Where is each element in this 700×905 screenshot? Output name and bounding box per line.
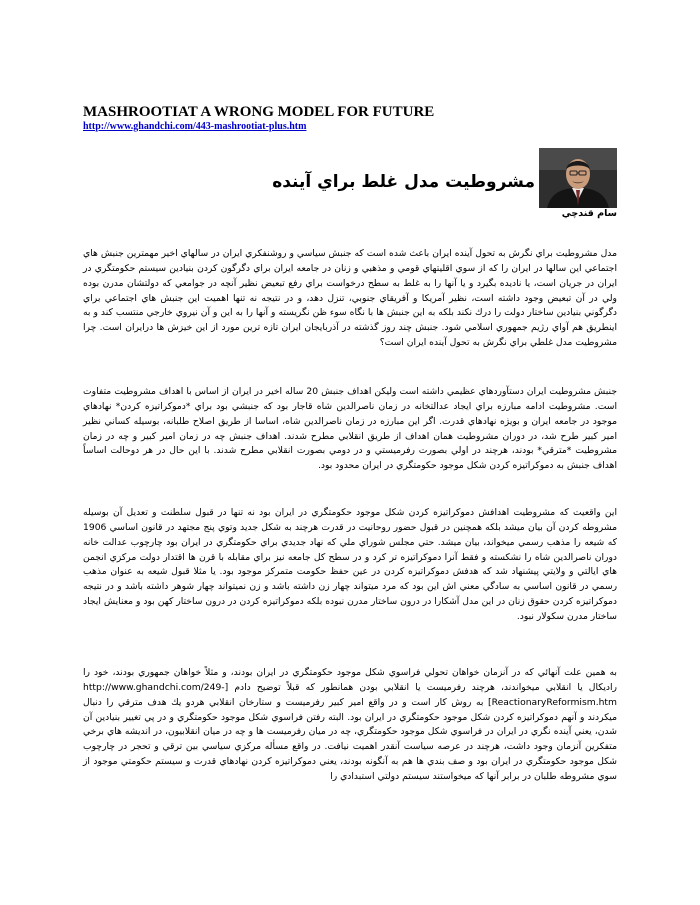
author-portrait-image (539, 148, 617, 208)
paragraph-3: اين واقعيت كه مشروطيت اهدافش دموكراتيزه كردن شكل موجود حكومتگري در ايران بود نه تنها در قبول سلطنت و تعديل آن بوسيله مشروطه كردن آن بيان ميشد بلكه همچنين در قبول حضور روحانيت در قدرت هرچند به شكل جديد وتوي پنج مجتهد در قانون اساسي 1906 كه شيعه را مذهب رسمي ميخواند، بيان ميشد. حتي مجلس شوراي ملي كه نهاد جديدي براي حكومتگري در ايران بود چارچوب عدالت خانه دوران ناصرالدين شاه را نشكسته و فقط آنرا دموكراتيزه تر كرد و در سطح كل جامعه نيز براي مقابله با قرن ها اقتدار دولت مركزي انجمن هاي ايالتي و ولايتي پيشنهاد شد كه هدفش دموكراتيزه كردن در عين حفظ حكومت متمركز موجود بود. يا مثلا قبول شيعه به عنوان مذهب رسمي در قانون اساسي به سادگي معني اش اين بود كه مرد ميتواند چهار زن داشته باشد و زن نميتواند چهار شوهر داشته باشد و در نتيجه دموكراتيزه كردن حقوق زنان در اين مدل آشكارا در درون ساختار مدرن نبوده بلكه دموكراتيزه كردن در درون ساختار كهن بود و معنايش ايجاد ساختار مدرن سكولار نبود. (83, 507, 617, 622)
persian-title: مشروطيت مدل غلط براي آينده (272, 172, 535, 192)
author-name: سام قندچي (561, 208, 617, 219)
author-photo (539, 148, 617, 208)
paragraph-2: جنبش مشروطيت ايران دستآوردهاي عظيمي داشته است وليكن اهداف جنبش 20 ساله اخير در ايران از اساس با اهداف مشروطيت متفاوت است. مشروطيت ادامه مبارزه براي ايجاد عدالتخانه در زمان ناصرالدين شاه قاجار بود كه جنبشي بود براي *دموكراتيزه كردن* نهادهاي موجود در جامعه ايران و بويژه نهادهاي قدرت. اگر اين مبارزه در زمان ناصرالدين شاه، اساسا از طريق اصلاح طلبانه، بوسيله كساني نظير امير كبير طرح شد، در دوران مشروطيت همان اهداف از طريق انقلابي مطرح شدند. اهداف جنبش چه در زمان امير كبير و چه در زمان مشروطيت *مترقي* بودند، هرچند در اولي بصورت رفرميستي و در دومي بصورت انقلابي مطرح شدند. با اين حال در هر دوحالت اساساً اهداف جنبش به دموكراتيزه كردن شكل موجود حكومتگري در ايران محدود بود. (83, 386, 617, 472)
paragraph-4: به همين علت آنهائي كه در آنزمان خواهان تحولي فراسوي شكل موجود حكومتگري در ايران بودند، و مثلاً خواهان جمهوري بودند، خود را راديكال يا انقلابي ميخواندند، هرچند رفرميست يا انقلابي بودن همانطور كه قبلاً توضيح دادم [http://www.ghandchi.com/249-ReactionaryReformism.htm] به روش كار است و در واقع امير كبير رفرميست و ستارخان انقلابي هردو يك هدف مترقي را دنبال ميكردند و آنهم دموكراتيزه كردن شكل موجود حكومتگري در ايران بود. البته رفتن فراسوي شكل موجود حكومتگري و در پي تغيير بنيادين آن شدن، يعني آينده نگري در ايران در فراسوي شكل موجود حكومتگري، چه در ميان رفرميست ها و چه در ميان انقلابيون، در انديشه هاي برخي متفكرين آنزمان وجود داشت، هرچند در عرصه سياست آنقدر اهميت نيافت. در واقع مسأله مركزي سياسي بين ترقي و تحجر در چارچوب شكل موجود حكومتگري در ايران بود و صف بندي ها هم به آنگونه بودند، يعني دموكراتيزه كردن نهادهاي قدرت و سيستم حكومتي موجود از سوي مشروطه طلبان در برابر آنها كه ميخواستند سيستم دولتي استبدادي را (83, 667, 617, 782)
english-title: MASHROOTIAT A WRONG MODEL FOR FUTURE (83, 104, 435, 120)
paragraph-1: مدل مشروطيت براي نگرش به تحول آينده ايران باعث شده است كه جنبش سياسي و روشنفكري ايران در سالهاي اخير مهمترين جنبش هاي اجتماعي اين سالها در ايران را كه از سوي اقليتهاي قومي و مذهبي و زنان در جامعه ايران براي دگرگون كردن بنيادين سيستم حكومتگري در ايران در جريان است، يا ناديده بگيرد و يا آنها را به غلط به سطح درخواست براي رفع تبعيض نظير آنچه در جوامعي كه دولتشان مدرن بوده ولي در آن تبعيض وجود داشته است، نظير آمريكا و آفريقاي جنوبي، تنزل دهد، و در نتيجه نه تنها اهميت اين جنبش هاي اجتماعي براي دگرگوني بنيادين ساختار دولت را درك نكند بلكه به اين جنبش ها با نگاه سوء ظن نگريسته و آنها را به اين و آن نيروي خارجي منتسب كند و به اينطريق هم آواي رژيم جمهوري اسلامي شود. جنبش چند روز گذشته در آذربايجان ايران تازه ترين مورد از اين خيزش ها درايران است. چرا مشروطيت مدل غلطي براي نگرش به تحول آينده ايران است؟ (83, 248, 617, 348)
article-link[interactable]: http://www.ghandchi.com/443-mashrootiat-plus.htm (83, 121, 307, 132)
